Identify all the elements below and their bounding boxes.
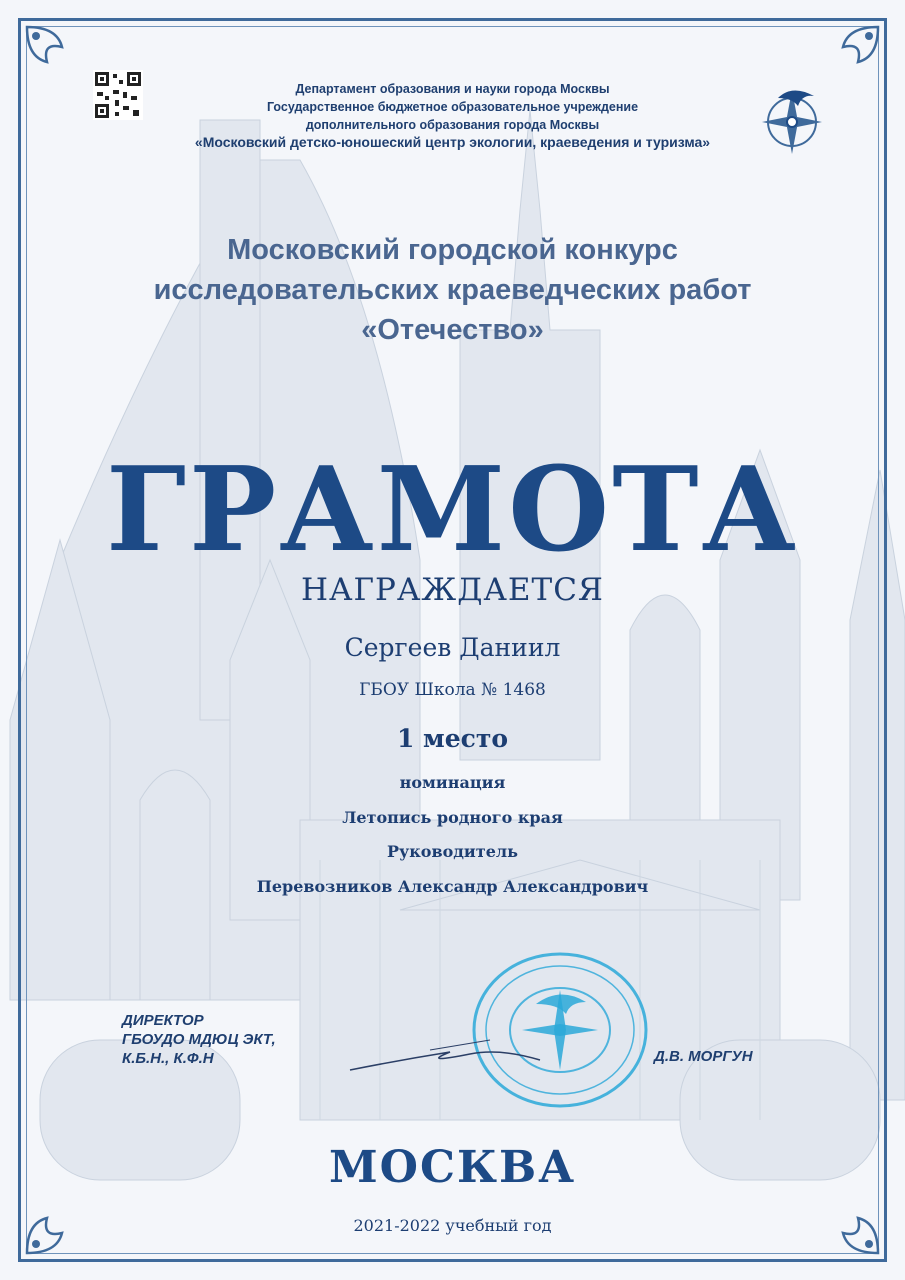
academic-year: 2021-2022 учебный год bbox=[353, 1216, 552, 1235]
org-department: Департамент образования и науки города Москвы bbox=[295, 82, 610, 96]
city-name: МОСКВА bbox=[328, 1142, 577, 1193]
recipient-school: ГБОУ Школа № 1468 bbox=[359, 680, 546, 700]
contest-title-line2: исследовательских краеведческих работ bbox=[153, 274, 752, 306]
nomination-value: Летопись родного края bbox=[342, 808, 563, 827]
org-institution-type: дополнительного образования города Москвы bbox=[305, 118, 600, 132]
certificate-title: ГРАМОТА bbox=[105, 442, 800, 578]
contest-title-line3: «Отечество» bbox=[361, 314, 544, 346]
signature-icon bbox=[340, 1030, 560, 1080]
compass-logo-icon bbox=[758, 80, 830, 158]
director-title bbox=[122, 1011, 276, 1068]
recipient-name: Сергеев Даниил bbox=[344, 633, 561, 662]
leader-label: Руководитель bbox=[386, 842, 519, 861]
contest-title-line1: Московский городской конкурс bbox=[227, 234, 678, 266]
director-role-line2: ГБОУДО МДЮЦ ЭКТ, bbox=[122, 1031, 276, 1048]
leader-name: Перевозников Александр Александрович bbox=[256, 877, 649, 896]
nomination-label: номинация bbox=[399, 773, 506, 792]
org-institution: Государственное бюджетное образовательное учреждение bbox=[266, 100, 639, 114]
director-name: Д.В. МОРГУН bbox=[654, 1048, 753, 1065]
awarded-label: НАГРАЖДАЕТСЯ bbox=[301, 572, 604, 608]
place-award: 1 место bbox=[396, 724, 509, 753]
director-role-line3: К.Б.Н., К.Ф.Н bbox=[122, 1050, 214, 1067]
org-center-name: «Московский детско-юношеский центр экологии, краеведения и туризма» bbox=[194, 134, 711, 150]
director-role-line1: ДИРЕКТОР bbox=[122, 1012, 204, 1029]
